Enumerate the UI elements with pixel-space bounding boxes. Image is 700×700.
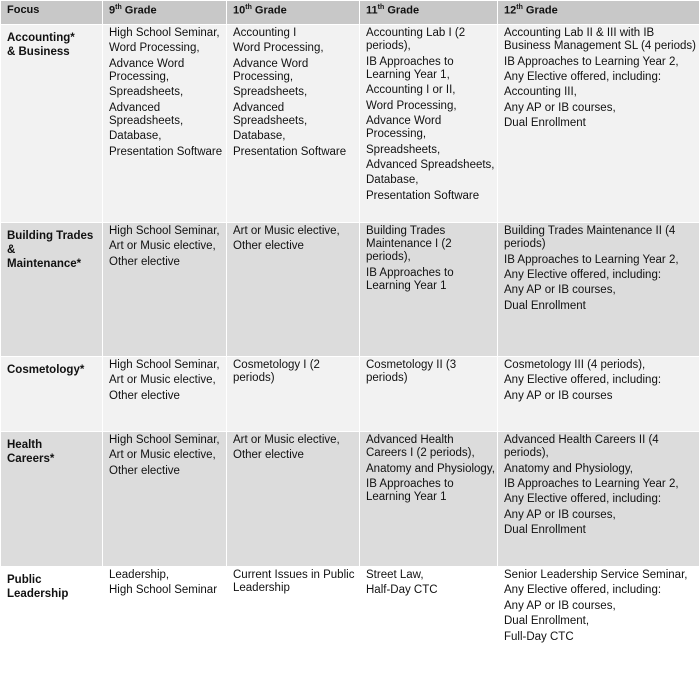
focus-label: Health: [7, 439, 43, 451]
grade-12-cell: [498, 432, 700, 567]
grade-10-cell: [227, 25, 360, 223]
course-entry: IB Approaches to Learning Year 2,: [504, 55, 679, 68]
course-entry: Presentation Software: [109, 145, 223, 158]
course-entry: IB Approaches to Learning Year 1: [366, 266, 454, 292]
course-entry: IB Approaches to Learning Year 1: [366, 477, 454, 504]
grade-11-cell: [360, 567, 498, 696]
course-entry: Cosmetology I (2 periods): [233, 359, 320, 385]
course-entry: Advanced Health Careers II (4 periods),: [504, 434, 659, 460]
course-entry: High School Seminar,: [109, 359, 220, 371]
focus-label: Maintenance*: [7, 258, 82, 270]
course-entry: Other elective: [109, 464, 180, 477]
course-entry: Advance Word Processing,: [233, 57, 309, 83]
course-entry: Accounting Lab I (2 periods),: [366, 27, 466, 53]
course-entry: Advanced Spreadsheets,: [233, 101, 308, 127]
grade-9-cell: [103, 223, 227, 357]
focus-cell: [1, 223, 103, 357]
course-entry: Accounting I: [233, 27, 297, 39]
grade-9-cell: [103, 25, 227, 223]
course-entry: Cosmetology III (4 periods),: [504, 359, 646, 371]
course-entry: Art or Music elective,: [233, 434, 340, 446]
grade-9-cell: [103, 567, 227, 696]
course-entry: Dual Enrollment,: [504, 615, 590, 628]
course-entry: Other elective: [233, 240, 304, 253]
header-grade-11: 11th Grade: [360, 1, 498, 25]
course-entry: Any Elective offered, including:: [504, 584, 662, 597]
course-entry: Database,: [109, 130, 162, 143]
table-row: [1, 432, 700, 567]
course-entry: Dual Enrollment: [504, 117, 586, 130]
course-entry: Advance Word Processing,: [366, 114, 442, 141]
course-entry: Advanced Spreadsheets,: [109, 101, 184, 127]
course-entry: Any Elective offered, including:: [504, 493, 662, 506]
course-entry: Any AP or IB courses,: [504, 599, 616, 612]
course-entry: Full-Day CTC: [504, 630, 574, 643]
course-entry: Other elective: [109, 255, 180, 268]
grade-12-cell: [498, 357, 700, 432]
focus-cell: [1, 25, 103, 223]
focus-cell: [1, 432, 103, 567]
course-entry: Dual Enrollment: [504, 299, 586, 312]
course-entry: Any AP or IB courses,: [504, 508, 616, 521]
focus-label: Public: [7, 574, 42, 586]
course-entry: Spreadsheets,: [233, 86, 308, 99]
table-row: [1, 25, 700, 223]
course-entry: Accounting Lab II & III with IB Business Management SL (4 periods): [504, 27, 696, 53]
course-entry: Any AP or IB courses,: [504, 284, 616, 297]
grade-12-cell: [498, 25, 700, 223]
grade-11-cell: [360, 25, 498, 223]
course-entry: Database,: [233, 130, 286, 143]
grade-10-cell: [227, 432, 360, 567]
course-entry: Anatomy and Physiology,: [366, 462, 495, 475]
grade-11-cell: [360, 223, 498, 357]
header-grade-10: 10th Grade: [227, 1, 360, 25]
course-entry: High School Seminar,: [109, 27, 220, 39]
course-entry: Other elective: [109, 389, 180, 402]
course-entry: Presentation Software: [233, 145, 347, 158]
course-entry: Any Elective offered, including:: [504, 70, 662, 83]
course-entry: Leadership,: [109, 569, 170, 581]
course-entry: Any Elective offered, including:: [504, 268, 662, 281]
course-entry: Dual Enrollment: [504, 524, 586, 537]
course-entry: IB Approaches to Learning Year 1,: [366, 55, 454, 81]
header-grade-9: 9th Grade: [103, 1, 227, 25]
focus-label: &: [7, 244, 16, 256]
table-row: [1, 567, 700, 696]
grade-9-cell: [103, 357, 227, 432]
course-entry: Advance Word Processing,: [109, 57, 185, 83]
focus-cell: [1, 567, 103, 696]
grade-9-cell: [103, 432, 227, 567]
grade-11-cell: [360, 432, 498, 567]
grade-12-cell: [498, 223, 700, 357]
course-entry: Any AP or IB courses,: [504, 101, 616, 114]
focus-label: Careers*: [7, 453, 55, 465]
focus-label: Accounting*: [7, 32, 75, 44]
course-entry: Accounting III,: [504, 86, 577, 99]
course-entry: Accounting I or II,: [366, 84, 456, 97]
course-entry: Art or Music elective,: [233, 225, 340, 237]
course-entry: Art or Music elective,: [109, 449, 216, 462]
course-entry: Any AP or IB courses: [504, 389, 613, 402]
course-entry: Word Processing,: [233, 42, 324, 55]
grade-11-cell: [360, 357, 498, 432]
grade-10-cell: [227, 223, 360, 357]
header-focus: Focus: [1, 1, 103, 25]
grade-12-cell: [498, 567, 700, 696]
course-entry: Spreadsheets,: [109, 86, 184, 99]
course-entry: Building Trades Maintenance II (4 periods): [504, 225, 676, 251]
focus-cell: [1, 357, 103, 432]
course-entry: High School Seminar: [109, 584, 218, 597]
course-entry: Advanced Spreadsheets,: [366, 158, 495, 171]
course-entry: Building Trades Maintenance I (2 periods),: [366, 225, 452, 264]
focus-label: & Business: [7, 46, 70, 58]
course-entry: IB Approaches to Learning Year 2,: [504, 477, 679, 490]
course-entry: Word Processing,: [109, 42, 200, 55]
header-row: [1, 1, 700, 25]
course-entry: Advanced Health Careers I (2 periods),: [366, 434, 475, 460]
focus-label: Cosmetology*: [7, 364, 85, 376]
course-entry: Half-Day CTC: [366, 584, 438, 597]
grade-10-cell: [227, 357, 360, 432]
course-entry: Art or Music elective,: [109, 374, 216, 387]
course-entry: Cosmetology II (3 periods): [366, 359, 457, 385]
course-entry: Any Elective offered, including:: [504, 374, 662, 387]
header-grade-12: 12th Grade: [498, 1, 700, 25]
course-entry: Art or Music elective,: [109, 240, 216, 253]
course-entry: Other elective: [233, 449, 304, 462]
course-entry: Presentation Software: [366, 189, 480, 202]
course-entry: High School Seminar,: [109, 434, 220, 446]
grade-10-cell: [227, 567, 360, 696]
table-row: [1, 223, 700, 357]
course-entry: High School Seminar,: [109, 225, 220, 237]
course-entry: Street Law,: [366, 569, 424, 581]
table-row: [1, 357, 700, 432]
course-entry: Current Issues in Public Leadership: [233, 569, 355, 595]
course-entry: Database,: [366, 174, 419, 187]
course-entry: IB Approaches to Learning Year 2,: [504, 253, 679, 266]
focus-label: Building Trades: [7, 230, 94, 242]
course-entry: Senior Leadership Service Seminar,: [504, 569, 688, 581]
course-entry: Word Processing,: [366, 99, 457, 112]
course-entry: Anatomy and Physiology,: [504, 462, 633, 475]
focus-label: Leadership: [7, 588, 69, 600]
course-entry: Spreadsheets,: [366, 143, 441, 156]
